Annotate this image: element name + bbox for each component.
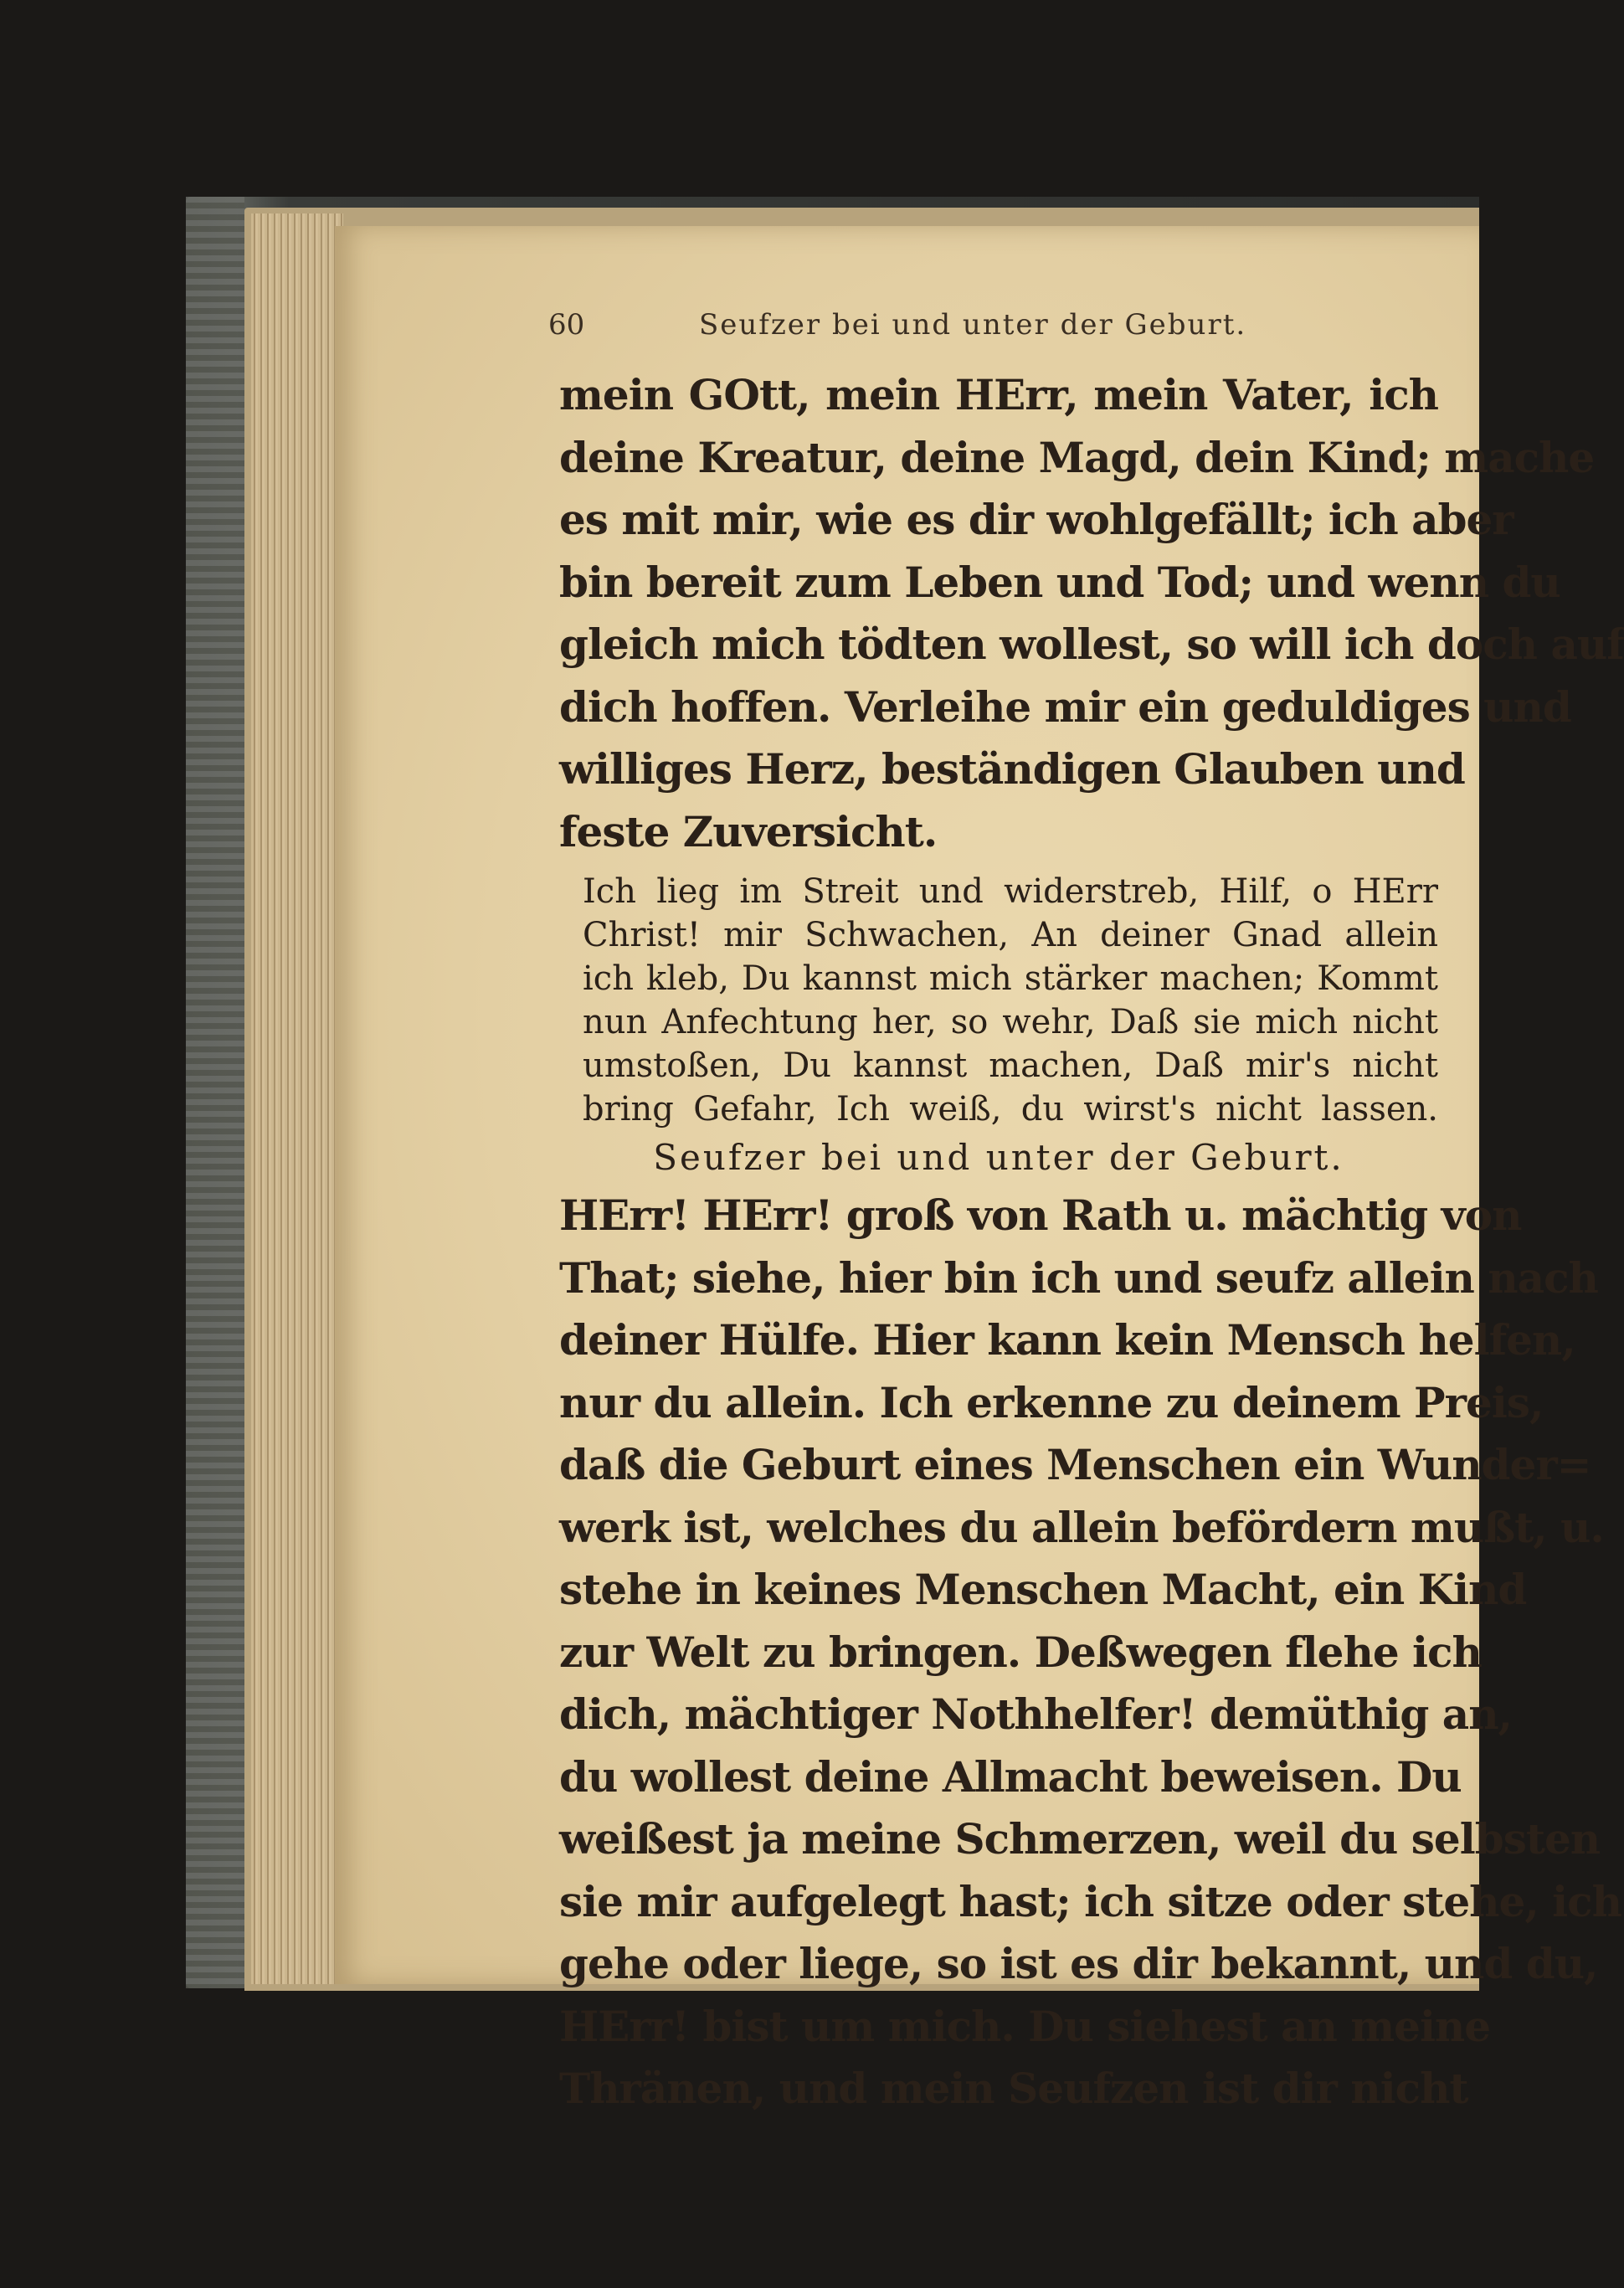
text-line: deiner Hülfe. Hier kann kein Mensch helfen, <box>559 1315 1575 1365</box>
text-line: zur Welt zu bringen. Deßwegen flehe ich <box>559 1627 1482 1677</box>
text-line: nur du allein. Ich erkenne zu deinem Preis, <box>559 1377 1544 1427</box>
text-line: gleich mich tödten wollest, so will ich doch auf <box>559 620 1624 669</box>
hymn-line: nun Anfechtung her, so wehr, Daß sie mich nicht <box>583 1003 1438 1041</box>
text-line: gehe oder liege, so ist es dir bekannt, und du, <box>559 1939 1598 1988</box>
page-text <box>559 364 1624 2121</box>
section-heading: Seufzer bei und unter der Geburt. <box>653 1137 1344 1178</box>
text-line: dich hoffen. Verleihe mir ein geduldiges und <box>559 681 1571 732</box>
text-line: bin bereit zum Leben und Tod; und wenn du <box>559 557 1560 607</box>
text-line: weißest ja meine Schmerzen, weil du selbsten <box>559 1814 1601 1864</box>
book-spine <box>186 197 244 1988</box>
text-line: deine Kreatur, deine Magd, dein Kind; mache <box>559 432 1595 482</box>
hymn-line: ich kleb, Du kannst mich stärker machen; Kommt <box>583 959 1438 998</box>
text-line: HErr! bist um mich. Du siehest an meine <box>559 2001 1491 2051</box>
page-header <box>548 301 1385 352</box>
hymn-line: bring Gefahr, Ich weiß, du wirst's nicht lassen. <box>583 1090 1438 1129</box>
text-line: That; siehe, hier bin ich und seufz allein nach <box>559 1252 1598 1303</box>
text-line: sie mir aufgelegt hast; ich sitze oder stehe, ich <box>559 1876 1621 1926</box>
hymn-line: Christ! mir Schwachen, An deiner Gnad allein <box>583 916 1438 954</box>
text-line: es mit mir, wie es dir wohlgefällt; ich aber <box>559 495 1514 544</box>
hymn-line: umstoßen, Du kannst machen, Daß mir's nicht <box>583 1046 1438 1085</box>
text-line: mein GOtt, mein HErr, mein Vater, ich <box>559 370 1438 419</box>
text-line: werk ist, welches du allein befördern mußt, u. <box>559 1502 1604 1552</box>
text-line: stehe in keines Menschen Macht, ein Kind <box>559 1565 1527 1614</box>
hymn-line: Ich lieg im Streit und widerstreb, Hilf, o HErr <box>583 872 1438 911</box>
text-line: Thränen, und mein Seufzen ist dir nicht <box>559 2064 1468 2113</box>
text-line: daß die Geburt eines Menschen ein Wunder= <box>559 1440 1591 1489</box>
text-line: du wollest deine Allmacht beweisen. Du <box>559 1751 1462 1802</box>
page-number: 60 <box>548 308 585 342</box>
text-line: feste Zuversicht. <box>559 806 938 856</box>
text-line: williges Herz, beständigen Glauben und <box>559 744 1465 794</box>
text-line: HErr! HErr! groß von Rath u. mächtig von <box>559 1190 1522 1240</box>
text-line: dich, mächtiger Nothhelfer! demüthig an, <box>559 1689 1512 1739</box>
running-head: Seufzer bei und unter der Geburt. <box>699 308 1247 342</box>
page-edges <box>251 213 343 1984</box>
